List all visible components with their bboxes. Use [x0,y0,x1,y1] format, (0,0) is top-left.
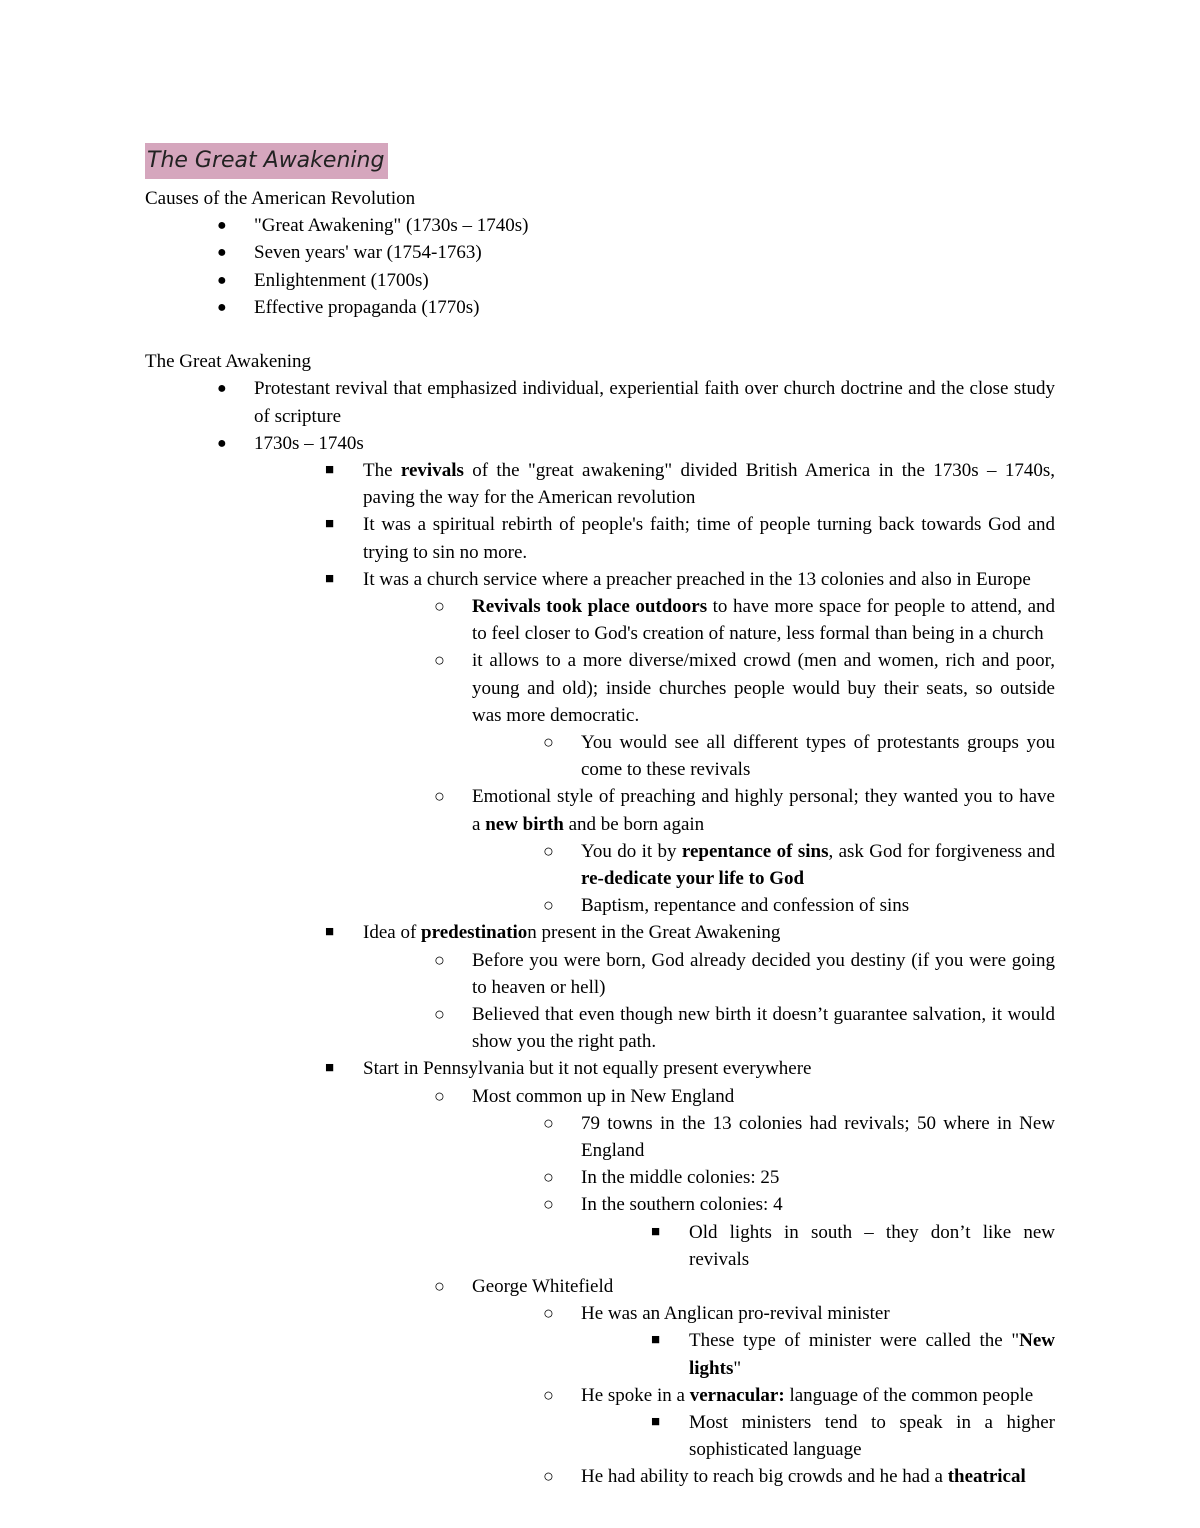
note-text [472,1273,1055,1300]
text-run: Most ministers tend to speak in a higher sophisticated language [689,1412,1055,1461]
text-run: These type of minister were called the " [689,1330,1020,1352]
square-bullet: ■ [325,462,335,478]
text-run: 79 towns in the 13 colonies had revivals; 50 where in New England [581,1112,1055,1161]
cause-item [217,294,1055,321]
square-bullet: ■ [325,516,335,533]
text-run: It was a spiritual rebirth of people's faith; time of people turning back towards God and trying to sin no more. [363,514,1055,563]
note-item-level-2 [325,1055,1055,1082]
square-bullet: ■ [651,1414,661,1430]
note-item-level-3 [434,783,1055,837]
circle-bullet: ○ [543,1167,554,1188]
circle-bullet: ○ [543,732,554,752]
note-text [472,947,1055,1001]
note-item-level-4 [543,1164,1055,1191]
circle-bullet: ○ [543,840,554,861]
circle-bullet: ○ [434,949,445,970]
bold-term: theatrical [947,1466,1026,1488]
note-item-level-4 [543,838,1055,892]
circle-bullet: ○ [543,1466,554,1487]
note-text [254,430,1055,457]
filled-bullet: ● [217,380,227,398]
bold-term: revivals [400,460,464,481]
note-item-level-4 [543,892,1055,919]
bullet-dot: ● [217,271,227,289]
circle-bullet: ○ [434,1276,445,1296]
text-run: The [363,460,401,481]
note-item-level-4 [543,1110,1055,1164]
text-run: Protestant revival that emphasized individual, experiential faith over church doctrine and the close study of scripture [254,378,1055,427]
square-bullet: ■ [651,1223,661,1240]
note-item-level-2 [325,457,1055,511]
circle-bullet: ○ [543,895,554,916]
square-bullet: ■ [651,1332,661,1349]
note-item-level-3 [434,1273,1055,1300]
circle-bullet: ○ [434,1085,445,1106]
note-text [581,729,1055,783]
note-text [581,1110,1055,1164]
bullet-dot: ● [217,217,227,235]
note-item-level-5 [651,1327,1055,1381]
note-item-level-3 [434,593,1055,647]
filled-bullet: ● [217,434,227,452]
text-run: In the southern colonies: 4 [581,1194,783,1216]
text-run: it allows to a more diverse/mixed crowd (men and women, rich and poor, young and old); inside churches people would buy their seats, so outside was more democratic. [472,650,1055,726]
text-run: You do it by [581,840,682,862]
note-text [689,1409,1055,1463]
text-run: Old lights in south – they don’t like new revivals [689,1221,1055,1270]
text-run: Baptism, repentance and confession of sins [581,895,910,917]
square-bullet: ■ [325,1060,335,1077]
note-item-level-4 [543,1191,1055,1218]
note-item-level-5 [651,1219,1055,1273]
bold-term: Revivals took place outdoors [472,596,708,617]
note-text [689,1219,1055,1273]
text-run: 1730s – 1740s [254,432,364,454]
note-text [472,1083,1055,1110]
text-run: Emotional style of preaching and highly personal; they wanted you to have a [472,786,1055,835]
text-run: George Whitefield [472,1276,614,1297]
text-run: and be born again [563,813,705,835]
note-text [581,892,1055,919]
text-run: language of the common people [784,1384,1034,1406]
text-run: " [733,1357,742,1379]
bold-term: re-dedicate your life to God [581,868,805,889]
note-text [472,1001,1055,1055]
note-item-level-4 [543,1382,1055,1409]
circle-bullet: ○ [434,786,445,807]
text-run: It was a church service where a preacher preached in the 13 colonies and also in Europe [363,568,1031,590]
text-run: He spoke in a [581,1384,690,1406]
note-item-level-2 [325,511,1055,565]
cause-item [217,267,1055,294]
circle-bullet: ○ [543,1194,554,1215]
note-item-level-3 [434,1083,1055,1110]
square-bullet: ■ [325,570,335,587]
note-text [581,1164,1055,1191]
text-run: Start in Pennsylvania but it not equally present everywhere [363,1058,812,1080]
text-run: Before you were born, God already decided you destiny (if you were going to heaven or hell) [472,949,1055,998]
bold-term: new birth [485,813,564,835]
text-run: n present in the Great Awakening [527,922,781,944]
cause-text: "Great Awakening" (1730s – 1740s) [254,215,529,237]
circle-bullet: ○ [434,1004,445,1024]
circle-bullet: ○ [543,1303,554,1324]
note-item-level-1 [217,375,1055,429]
note-text [254,375,1055,429]
text-run: He had ability to reach big crowds and he had a [581,1466,948,1488]
bullet-dot: ● [217,244,227,262]
circle-bullet: ○ [434,596,445,616]
cause-item [217,239,1055,266]
text-run: to have more space for people to attend, and to feel closer to God's creation of nature, less formal than being in a church [472,596,1055,645]
note-text [581,1191,1055,1218]
note-item-level-4 [543,1300,1055,1327]
note-item-level-5 [651,1409,1055,1463]
document-title: The Great Awakening [145,143,388,179]
note-item-level-2 [325,566,1055,593]
causes-heading: Causes of the American Revolution [145,188,416,209]
note-text [472,647,1055,729]
text-run: , ask God for forgiveness and [828,840,1055,862]
note-item-level-2 [325,919,1055,946]
circle-bullet: ○ [434,650,445,671]
cause-text: Enlightenment (1700s) [254,269,429,291]
note-text [363,919,1055,946]
note-text [363,511,1055,565]
bold-term: predestinatio [421,922,528,944]
note-item-level-3 [434,647,1055,729]
note-text [472,783,1055,837]
note-text [689,1327,1055,1381]
note-text [581,838,1055,892]
bold-term: repentance of sins [681,840,829,862]
note-text [581,1463,1055,1490]
bold-term: vernacular: [689,1384,785,1406]
bullet-dot: ● [217,298,227,316]
square-bullet: ■ [325,924,335,941]
note-item-level-3 [434,1001,1055,1055]
note-item-level-4 [543,729,1055,783]
note-item-level-3 [434,947,1055,1001]
note-text [363,566,1055,593]
note-text [472,593,1055,647]
text-run: You would see all different types of protestants groups you come to these revivals [581,732,1055,781]
cause-text: Effective propaganda (1770s) [254,296,480,318]
note-item-level-4 [543,1463,1055,1490]
text-run: Idea of [363,922,422,944]
note-text [581,1300,1055,1327]
note-item-level-1 [217,430,1055,457]
text-run: Believed that even though new birth it doesn’t guarantee salvation, it would show you the right path. [472,1004,1055,1053]
circle-bullet: ○ [543,1384,554,1405]
circle-bullet: ○ [543,1112,554,1133]
note-text [581,1382,1055,1409]
cause-text: Seven years' war (1754-1763) [254,242,482,264]
bold-term: New lights [689,1330,1055,1379]
text-run: Most common up in New England [472,1085,735,1107]
section-heading: The Great Awakening [145,351,312,373]
note-text [363,1055,1055,1082]
note-text [363,457,1055,511]
cause-item [217,212,1055,239]
text-run: In the middle colonies: 25 [581,1167,780,1189]
text-run: of the "great awakening" divided British America in the 1730s – 1740s, paving the way for the American revolution [363,460,1055,509]
text-run: He was an Anglican pro-revival minister [581,1303,890,1325]
